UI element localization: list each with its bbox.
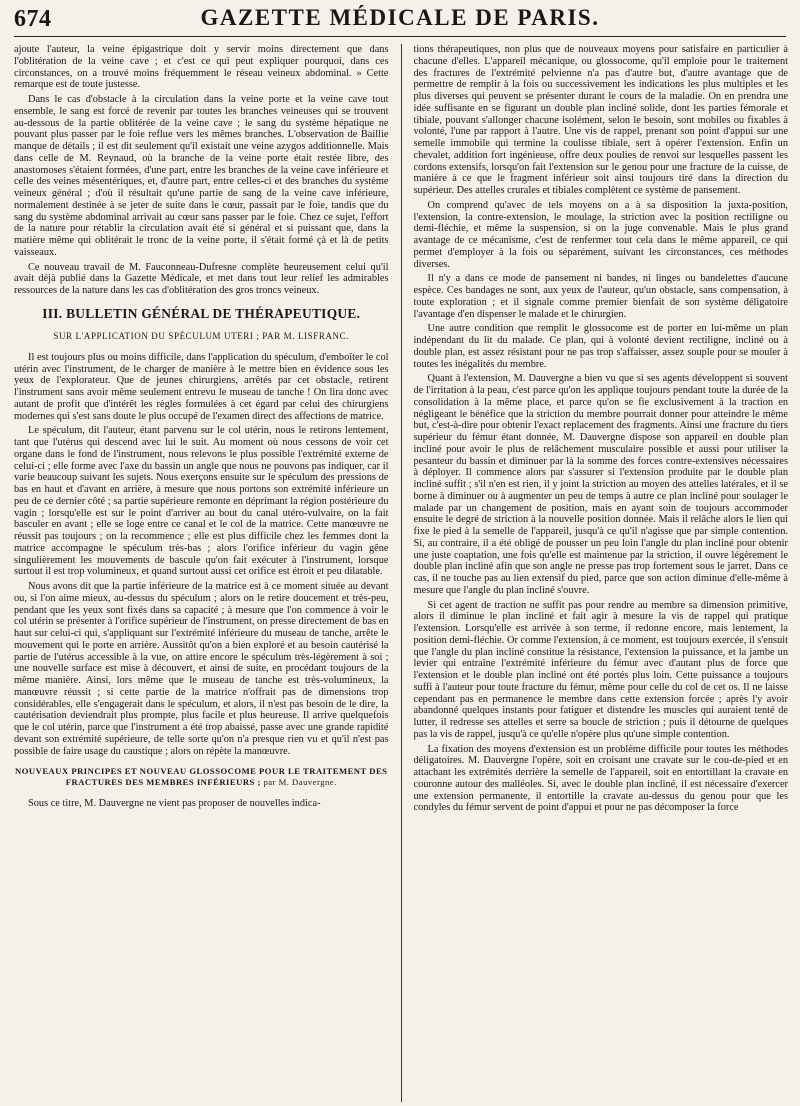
- paragraph: Sous ce titre, M. Dauvergne ne vient pas proposer de nouvelles indica-: [28, 798, 321, 810]
- left-column: [14, 44, 389, 1102]
- page-header: [14, 4, 786, 37]
- paragraph: Dans le cas d'obstacle à la circulation dans la veine porte et la veine cave tout ensemble, le sang est forcé de revenir par toutes les branches veineuses qui se trouvent au-dessous de la partie oblitérée de la veine cave ; le sang du système hépatique ne pouvant plus passer par le foie reflue vers les mêmes branches. L'observation de Baillie manque de détails ; il est dit seulement qu'il existait une veine azygos additionnelle. Mais dans celle de M. Reynaud, où la branche de la veine porte était restée libre, des anastomoses s'étaient formées, d'une part, entre les branches de la veine cave inférieure et celle des veines mésentériques, et, d'autre part, entre celles-ci et des branches du système veineux général ; d'où il résultait qu'une partie de sang de la veine cave inférieure, normalement destinée à se jeter de suite dans le cœur, passait par le foie, tandis que du sang du système abdominal arrivait au cœur sans passer par le foie. Chez ce sujet, l'effort de la nature pour rétablir la circulation avait été si général et si puissant que, dans la matière même qui oblitérait le tronc de la veine porte, il s'était formé çà et là de petits vaisseaux.: [14, 94, 389, 258]
- section-heading: III. BULLETIN GÉNÉRAL DE THÉRAPEUTIQUE.: [42, 305, 361, 321]
- article-title-main: NOUVEAUX PRINCIPES ET NOUVEAU GLOSSOCOME POUR LE TRAITEMENT DES FRACTURES DES MEMBRES INFÉRIEURS ;: [15, 766, 388, 788]
- paragraph: Nous avons dit que la partie inférieure de la matrice est à ce moment située au devant ou, si l'on aime mieux, au-dessus du spéculum ; alors on le retire doucement et très-peu, pendant que les yeux sont fixés dans sa capacité ; à mesure que l'on commence à voir le col utérin se présenter à l'orifice supérieur de l'instrument, on presse directement de bas en haut sur celui-ci qui, s'appliquant sur l'extrémité inférieure du museau de tanche, arrête le mouvement qui le porte en arrière. Aussitôt qu'on a bien exploré et au besoin cautérisé la partie de l'utérus accessible à la vue, on attire encore le spéculum très-légèrement à soi ; une nouvelle surface est mise à découvert, et ainsi de suite, en procédant toujours de la même manière. Ainsi, lors même que le museau de tanche est très-volumineux, la manœuvre réussit ; si cette partie de la matrice n'offrait pas de dimensions trop considérables, elle s'engagerait dans le spéculum, et alors, il n'est pas besoin de le dire, la cautérisation deviendrait plus prompte, plus facile et plus heureuse. Il arrive quelquefois que le col utérin, parce que l'instrument a été trop abaissé, passe avec une grande rapidité devant son extrémité supérieure, de telle sorte qu'on n'a presque rien vu et qu'il n'est pas possible de faire usage du caustique ; alors on répète la manœuvre.: [14, 581, 389, 757]
- article-title: SUR L'APPLICATION DU SPÉCULUM UTERI ; PAR M. LISFRANC.: [53, 330, 350, 341]
- article-title: [14, 766, 389, 788]
- paragraph: tions thérapeutiques, non plus que de nouveaux moyens pour satisfaire en particulier à chacune d'elles. L'appareil mécanique, ou glossocome, qu'il emploie pour le traitement des fractures de l'extrémité pelvienne n'a pas d'autre but, d'autre avantage que de permettre de remplir à la fois ou successivement les indications les plus multiples et les plus diverses qui peuvent se présenter durant le cours de la maladie. On en prendra une idée suffisante en se figurant un double plan incliné solide, dont les parties fémorale et tibiale, pouvant s'allonger chacune isolément, selon le besoin, sont mobiles ou fixables à volonté, l'une par rapport à l'autre. Une vis de rappel, prenant son point d'appui sur une semelle immobile qui termine la coulisse tibiale, sert à opérer l'extension. Enfin un chevalet, addition fort ingénieuse, offre deux poulies de renvoi sur lesquelles passent les cordons extensifs, lorsqu'on fait l'extension sur le genou pour une fracture de la cuisse, de manière à ce que le fragment inférieur soit ainsi toujours tiré dans la direction du supérieur. Des attelles crurales et tibiales complètent ce système de pansement.: [413, 44, 788, 196]
- text-columns: [14, 44, 788, 1102]
- paragraph: Quant à l'extension, M. Dauvergne a bien vu que si ses agents développent si souvent de l'irritation à la peau, c'est parce qu'on les applique toujours pendant toute la durée de la consolidation à la même place, et parce qu'on se fie exclusivement à la traction en négligeant le bénéfice que la striction du membre pourrait donner pour atteindre le même but, c'est-à-dire pour obtenir l'exact replacement des fragments. Ainsi une fracture du tiers supérieur du fémur étant donnée, M. Dauvergne dispose son appareil en double plan incliné pour avoir le plus de relâchement musculaire possible et aussi pour utiliser la pesanteur du bassin et diminuer par là la somme des forces contre-extensives nécessaires à déployer. Il commence alors par s'assurer si l'extension produite par le double plan incliné suffit ; s'il n'en est rien, il y joint la striction au moyen des attelles latérales, et il se borne à diminuer ou à augmenter un peu de temps à autre ce plan incliné pour soulager le malade par un changement de position, mais en ayant soin de toujours accommoder ensuite le degré de striction à la nouvelle position donnée. Mais il relâche alors le lien qui fixe le pied à la semelle de l'appareil, jusqu'à ce qu'il n'agisse que par simple contention. Si, au contraire, il a été obligé de pousser un peu loin l'angle du plan incliné pour obtenir une juste coaptation, une fois qu'elle est maintenue par la striction, il ouvre légèrement le double plan incliné afin que son angle ne presse pas trop fortement sous le jarret. Dans ce cas, il ne touche pas au lien extensif du pied, parce que son action diminue d'elle-même à mesure que l'angle du plan incliné s'ouvre.: [413, 373, 788, 596]
- right-column: [414, 44, 789, 1102]
- paragraph: Une autre condition que remplit le glossocome est de porter en lui-même un plan indépendant du lit du malade. Ce plan, qui à volonté devient rectiligne, incliné ou à double plan, est assez résistant pour ne pas trop s'affaisser, assez souple pour se mouler à toutes les inégalités du membre.: [413, 323, 788, 370]
- paragraph: Si cet agent de traction ne suffit pas pour rendre au membre sa dimension primitive, alors il diminue le plan incliné et fait agir à mesure la vis de rappel qui pratique l'extension. Lorsqu'elle est arrivée à son terme, il redonne encore, mais lentement, la position demi-fléchie. Or comme l'extension, à ce moment, est toujours exercée, il s'ensuit que l'angle du plan incliné constitue la résistance, l'extension la puissance, et la jambe un levier qui entraîne l'extrémité inférieure du fémur avec d'autant plus de force que l'extension et le double plan incliné ont été portés plus loin. Cette puissance a toujours suffi à l'auteur pour toute fracture du fémur, même pour celle du col de cet os. Il ne laisse cependant pas en permanence le membre dans cette extension forcée ; après l'y avoir abandonné quelques instants pour fatiguer et distendre les muscles qui auraient tenté de lutter, il redresse ses attelles et serre sa boucle de striction ; puis il détourne de quelques pas la vis de rappel, jusqu'à ce qu'elle n'opère plus qu'une simple contention.: [413, 599, 788, 740]
- paragraph: Ce nouveau travail de M. Fauconneau-Dufresne complète heureusement celui qu'il avait déjà publié dans la Gazette Médicale, et met dans tout leur relief les admirables ressources de la nature dans les cas d'oblitération des gros troncs veineux.: [14, 261, 389, 296]
- column-divider: [401, 44, 402, 1102]
- paragraph: La fixation des moyens d'extension est un problème difficile pour toutes les méthodes déligatoires. M. Dauvergne l'opère, soit en croisant une cravate sur le cou-de-pied et en attachant les extrémités derrière la semelle de l'appareil, soit en entortillant la cravate en couronne autour des malléoles. Si, avec le double plan incliné, il est nécessaire d'exercer une extension permanente, il entortille la cravate au-dessus du genou pour que les condyles du fémur servent de point d'appui et pour ne pas décomposer la force: [413, 743, 788, 814]
- page-number: 674: [14, 6, 52, 32]
- paragraph: On comprend qu'avec de tels moyens on a à sa disposition la juxta-position, l'extension, la contre-extension, le moulage, la striction avec la position rectiligne ou demi-fléchie, et même la suspension, si on la juge convenable. Mais le plus grand avantage de ce mécanisme, c'est de renfermer tout cela dans le même appareil, ce qui permet d'employer à la fois ou séparément, suivant les circonstances, ces méthodes diverses.: [413, 199, 788, 270]
- paragraph: Il n'y a dans ce mode de pansement ni bandes, ni linges ou bandelettes d'aucune espèce. Ces bandages ne sont, aux yeux de l'auteur, qu'un obstacle, sans compensation, à toute exploration ; et il signale comme premier bienfait de son système déligatoire l'avantage d'en dispenser le malade et le chirurgien.: [413, 273, 788, 320]
- article-author: par M. Dauvergne.: [263, 777, 337, 788]
- paragraph: Le spéculum, dit l'auteur, étant parvenu sur le col utérin, nous le retirons lentement, tant que l'utérus qui descend avec lui le suit. Au moment où nous cessons de voir cet organe dans le fond de l'instrument, nous relevons le plus possible l'extrémité externe de celui-ci ; elle forme avec l'axe du bassin un angle que nous ne pouvons pas indiquer, car il varie beaucoup suivant les sujets. Nous exerçons ensuite sur le spéculum des pressions de bas en haut et d'avant en arrière, à mesure que nous portons son extrémité inférieure un peu de ce dernier côté ; sa partie supérieure remonte en déprimant la région postérieure du vagin ; lorsqu'elle est sur le point d'arriver au bout du canal utéro-vulvaire, on la fait basculer en avant ; elle se loge entre ce canal et le col de la matrice. Cette manœuvre ne réussit pas toujours ; on la recommence ; elle est plus difficile chez les femmes dont la matrice accompagne le spéculum très-bas ; alors l'orifice inférieur du vagin gêne singulièrement les mouvements de bascule qu'on fait exécuter à l'instrument, lorsque surtout il est trop volumineux, et quand surtout aussi cet orifice est étroit et peu dilatable.: [14, 425, 389, 578]
- running-title: GAZETTE MÉDICALE DE PARIS.: [200, 5, 600, 30]
- paragraph: ajoute l'auteur, la veine épigastrique doit y servir moins directement que dans l'oblitération de la veine cave ; et c'est ce qui peut expliquer pourquoi, dans ces circonstances, on a trouvé moins fréquemment le réseau veineux abdominal. » Cette remarque est de toute justesse.: [14, 44, 389, 91]
- paragraph: Il est toujours plus ou moins difficile, dans l'application du spéculum, d'emboîter le col utérin avec l'instrument, de le charger de manière à le mettre bien en évidence sous les yeux de l'explorateur. Que de jeunes chirurgiens, arrêtés par cet obstacle, retirent l'instrument sans avoir même seulement entrevu le museau de tanche ! On lira donc avec autant de profit que d'intérêt les règles formulées à cet égard par celui des chirurgiens modernes qui s'est sans doute le plus occupé de l'examen direct des affections de matrice.: [14, 351, 389, 422]
